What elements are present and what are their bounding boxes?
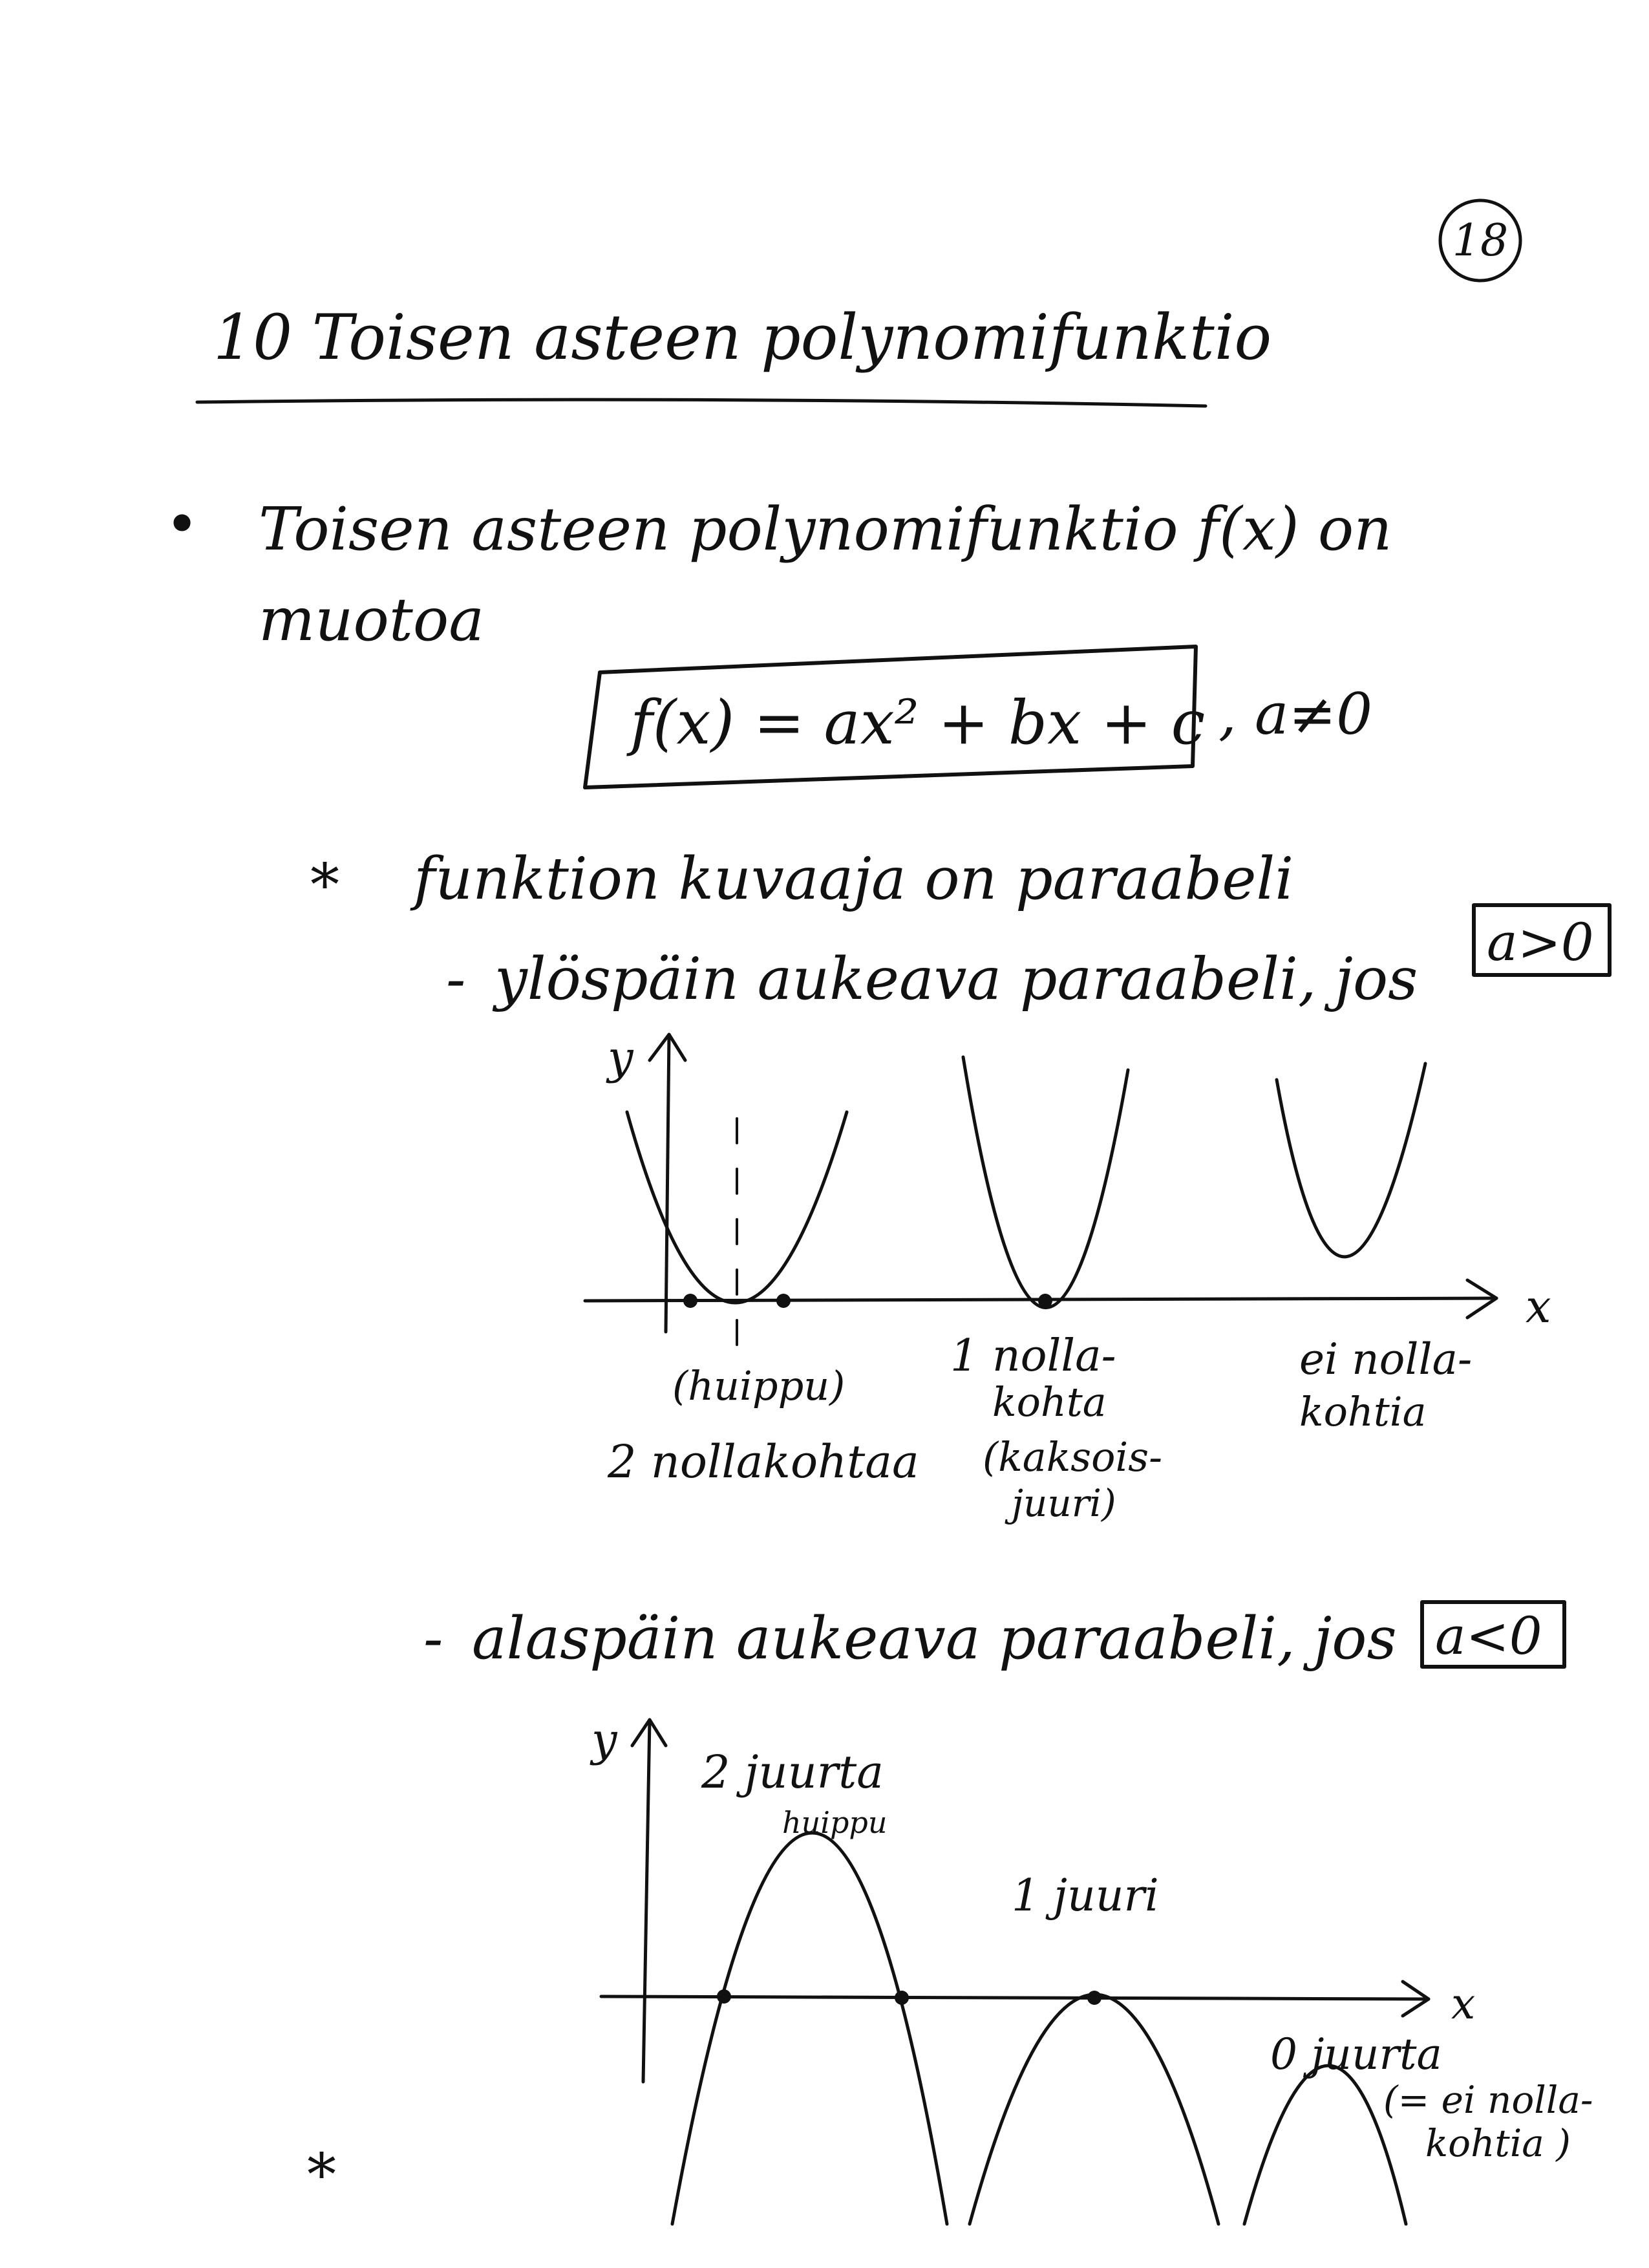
page-number: 18 xyxy=(1452,215,1509,266)
one-root-label-1: 1 nolla- xyxy=(950,1331,1116,1382)
downward-text: alaspäin aukeava paraabeli, jos xyxy=(472,1605,1397,1673)
star-marker: * xyxy=(310,851,339,919)
one-root-label-3: (kaksois- xyxy=(983,1433,1163,1481)
down-root-left xyxy=(717,1989,731,2004)
downward-y-axis xyxy=(643,1720,650,2082)
down-root-right xyxy=(895,1991,909,2005)
parabola-no-roots xyxy=(1277,1064,1425,1257)
root-right xyxy=(776,1294,791,1308)
no-root-label-2: kohtia xyxy=(1299,1388,1427,1435)
bullet-marker: • xyxy=(165,491,200,559)
double-root xyxy=(1038,1294,1052,1308)
down-one-root-label: 1 juuri xyxy=(1012,1870,1159,1921)
page-number-badge xyxy=(1440,200,1520,281)
intro-line-2: muotoa xyxy=(259,585,485,654)
downward-y-label: y xyxy=(591,1713,617,1766)
down-zero-roots-note-2: kohtia ) xyxy=(1425,2121,1571,2165)
no-root-label-1: ei nolla- xyxy=(1299,1334,1473,1384)
bottom-star-marker: * xyxy=(307,2141,336,2209)
upward-dash: - xyxy=(446,945,466,1013)
two-roots-label: 2 nollakohtaa xyxy=(608,1435,919,1488)
down-zero-roots-label: 0 juurta xyxy=(1270,2029,1442,2079)
upward-heading xyxy=(446,905,1610,1013)
downward-graph xyxy=(590,1713,1593,2224)
upward-graph xyxy=(585,1031,1551,1525)
star-point xyxy=(310,845,1293,919)
downward-heading xyxy=(423,1602,1564,1673)
formula-condition: , a≠0 xyxy=(1218,681,1373,747)
star-text: funktion kuvaaja on paraabeli xyxy=(414,845,1294,913)
upward-x-label: x xyxy=(1526,1280,1551,1333)
intro-block xyxy=(165,491,1392,654)
one-root-label-4: juuri) xyxy=(1012,1481,1116,1525)
one-root-label-2: kohta xyxy=(992,1378,1107,1426)
down-vertex-label: huippu xyxy=(782,1805,888,1840)
parabola-down-two-roots xyxy=(672,1833,947,2224)
title-underline xyxy=(197,400,1206,406)
vertex-label: (huippu) xyxy=(672,1362,846,1409)
upward-condition: a>0 xyxy=(1487,912,1594,972)
formula-block xyxy=(585,647,1372,787)
upward-y-label: y xyxy=(608,1031,633,1084)
page-title: 10 Toisen asteen polynomifunktio xyxy=(213,301,1272,374)
upward-text: ylöspäin aukeava paraabeli, jos xyxy=(495,945,1418,1013)
parabola-down-no-roots xyxy=(1244,2066,1406,2224)
parabola-down-one-root xyxy=(970,1995,1218,2224)
parabola-one-root xyxy=(963,1057,1128,1308)
root-left xyxy=(683,1294,697,1308)
heading-block xyxy=(197,301,1271,406)
formula-text: f(x) = ax² + bx + c xyxy=(630,688,1206,758)
downward-dash: - xyxy=(423,1605,443,1673)
upward-y-axis xyxy=(666,1034,669,1332)
downward-condition: a<0 xyxy=(1435,1606,1542,1666)
down-double-root xyxy=(1087,1991,1101,2005)
downward-x-label: x xyxy=(1451,1979,1476,2029)
down-two-roots-label: 2 juurta xyxy=(701,1746,884,1799)
down-zero-roots-note-1: (= ei nolla- xyxy=(1383,2078,1593,2122)
intro-line-1: Toisen asteen polynomifunktio f(x) on xyxy=(259,495,1392,564)
